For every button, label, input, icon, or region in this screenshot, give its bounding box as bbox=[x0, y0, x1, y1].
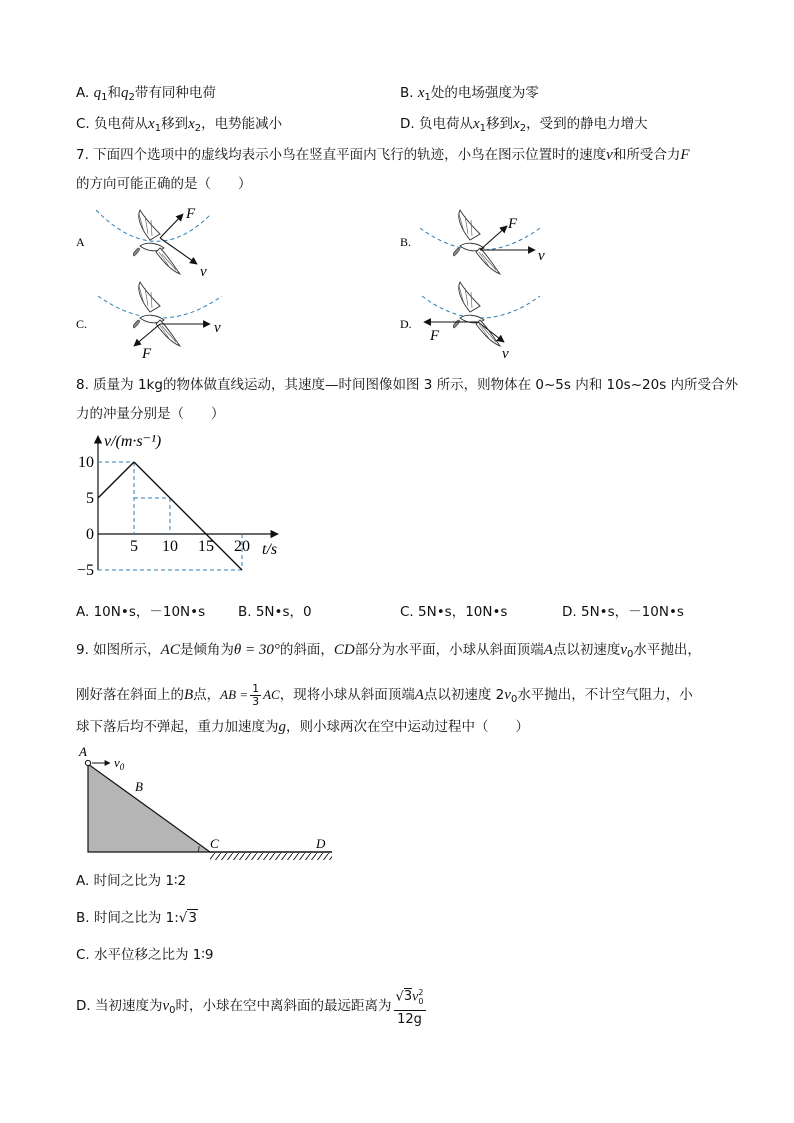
q7-a-bird-icon bbox=[133, 210, 180, 274]
q6-option-c: C. 负电荷从$x_1$移到$x_2$，电势能减小 bbox=[76, 116, 283, 134]
q9-stem-line1: 9. 如图所示，AC是倾角为θ = 30°的斜面，CD部分为水平面，小球从斜面顶端A点以初速度$v_0$水平抛出， bbox=[76, 642, 701, 660]
q8-stem-line2: 力的冲量分别是（ ） bbox=[76, 406, 225, 422]
q8-option-a: A. 10N•s，－10N•s bbox=[76, 604, 206, 620]
q7-a-force-arrow bbox=[160, 214, 183, 238]
q7-d-trajectory bbox=[422, 296, 540, 318]
label-C: C bbox=[210, 836, 219, 851]
q7-label-c: C. bbox=[76, 317, 88, 331]
y-tick-label-1: 5 bbox=[86, 490, 94, 507]
q6-option-d: D. 负电荷从$x_1$移到$x_2$，受到的静电力增大 bbox=[400, 116, 648, 134]
q9-option-a: A. 时间之比为 1∶2 bbox=[76, 873, 187, 889]
fraction-one-third: $\frac{1}{3}$ bbox=[252, 681, 260, 708]
q7-d-bird-icon bbox=[453, 282, 500, 346]
q9-stem-line2: 刚好落在斜面上的B点，AB = $\frac{1}{3}$ AC，现将小球从斜面顶端A点以初速度 $2v_0$水平抛出，不计空气阻力，小 bbox=[76, 681, 693, 708]
q7-c-trajectory bbox=[98, 296, 222, 318]
q7-b-force-arrow bbox=[480, 226, 507, 250]
x-tick-label-15: 15 bbox=[198, 538, 214, 555]
q7-b-bird-icon bbox=[453, 210, 500, 274]
q7-stem-line1: 7. 下面四个选项中的虚线均表示小鸟在竖直平面内飞行的轨迹，小鸟在图示位置时的速度v和所受合力F bbox=[76, 147, 690, 163]
q7-stem-line2: 的方向可能正确的是（ ） bbox=[76, 176, 252, 192]
q9-stem-line3: 球下落后均不弹起，重力加速度为g，则小球两次在空中运动过程中（ ） bbox=[76, 719, 529, 735]
q7-d-v: v bbox=[502, 346, 509, 362]
q7-label-b: B. bbox=[400, 235, 412, 249]
label-D: D bbox=[316, 836, 326, 851]
answer-fraction: $\frac{√3v^2_0}{12g}$ bbox=[394, 984, 426, 1028]
y-tick-label-3: −5 bbox=[76, 562, 94, 579]
q9-option-b: B. 时间之比为 1:√3 bbox=[76, 910, 197, 926]
q7-d-F: F bbox=[430, 328, 440, 344]
q8-option-c: C. 5N•s，10N•s bbox=[400, 604, 508, 620]
q8-vt-chart bbox=[70, 430, 310, 590]
q7-c-v: v bbox=[214, 320, 221, 336]
q8-option-d: D. 5N•s，－10N•s bbox=[562, 604, 684, 620]
q7-c-F: F bbox=[142, 346, 152, 362]
q7-label-a: A bbox=[76, 235, 85, 249]
label-B: B bbox=[135, 779, 143, 794]
x-tick-label-5: 5 bbox=[130, 538, 138, 555]
q7-b-v: v bbox=[538, 248, 545, 264]
q7-figures bbox=[0, 190, 794, 370]
x-axis-label: t/s bbox=[262, 541, 278, 558]
y-tick-label-0: 10 bbox=[78, 454, 94, 471]
ground-hatch bbox=[210, 853, 332, 860]
q9-option-c: C. 水平位移之比为 1∶9 bbox=[76, 947, 214, 963]
q7-a-v: v bbox=[200, 264, 207, 280]
y-axis-label: v/(m·s⁻¹) bbox=[104, 433, 162, 450]
label-A: A bbox=[79, 744, 87, 759]
incline-triangle bbox=[88, 764, 210, 852]
q9-option-d: D. 当初速度为$v_0$时，小球在空中离斜面的最远距离为 $\frac{√3v^2_0}{12g}$ bbox=[76, 984, 428, 1024]
label-v0: $v_0$ bbox=[114, 755, 125, 772]
q7-label-d: D. bbox=[400, 317, 412, 331]
x-tick-label-10: 10 bbox=[162, 538, 178, 555]
series-segment-0 bbox=[98, 462, 134, 498]
q6-option-a: A. $q_1$和$q_2$带有同种电荷 bbox=[76, 85, 216, 103]
q7-c-bird-icon bbox=[133, 282, 180, 346]
q7-a-F: F bbox=[186, 206, 196, 222]
q7-b-F: F bbox=[508, 216, 518, 232]
q9-incline-figure bbox=[70, 742, 370, 862]
q6-option-b: B. $x_1$处的电场强度为零 bbox=[400, 85, 539, 103]
y-tick-label-2: 0 bbox=[86, 526, 94, 543]
q7-c-force-arrow bbox=[134, 324, 160, 346]
series-segment-1 bbox=[134, 462, 242, 570]
ball-icon bbox=[85, 760, 90, 765]
q8-option-b: B. 5N•s，0 bbox=[238, 604, 312, 620]
q8-stem-line1: 8. 质量为 1kg的物体做直线运动，其速度—时间图像如图 3 所示，则物体在 0~5s 内和 10s~20s 内所受合外 bbox=[76, 377, 739, 393]
x-tick-label-20: 20 bbox=[234, 538, 250, 555]
